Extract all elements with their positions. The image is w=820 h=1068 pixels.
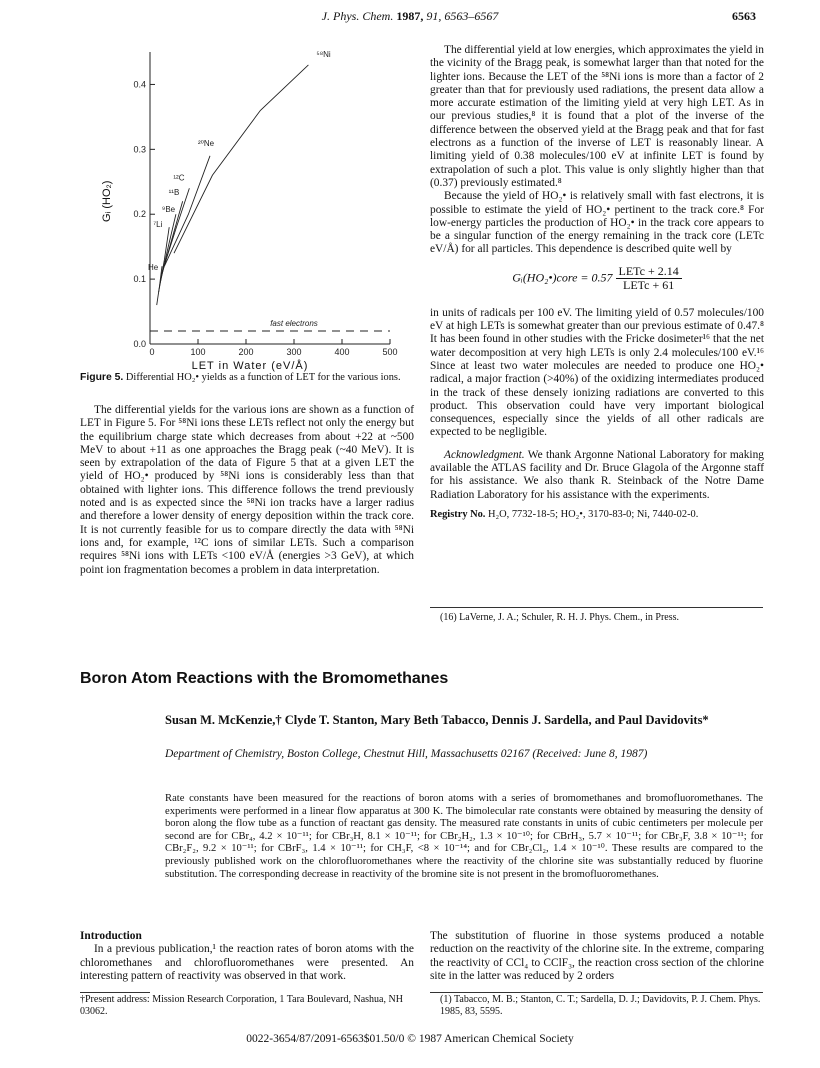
journal-volume: 91, [426, 9, 442, 23]
page-number: 6563 [732, 9, 756, 23]
caption-text: Differential HO₂• yields as a function of LET for the various ions. [125, 372, 401, 383]
acknowledgment-text: We thank Argonne National Laboratory for making available the ATLAS facility and Dr. Bruce Glagola of the Argonne staff for his assistance. We also thank R. Steinback of the Notre Dame Radiation Laboratory for his assistance with the experiments. [430, 448, 764, 501]
x-tick-label: 0 [149, 347, 155, 357]
article-authors: Susan M. McKenzie,† Clyde T. Stanton, Mary Beth Tabacco, Dennis J. Sardella, and Paul Davidovits* [165, 713, 709, 727]
y-tick-label: 0.4 [133, 79, 146, 90]
equation-lhs: Gᵢ(HO₂•)core = 0.57 [512, 270, 613, 285]
figure-5-chart [80, 44, 410, 374]
x-axis-label: LET in Water (eV/Å) [191, 360, 309, 372]
series-label: ¹¹B [168, 188, 180, 198]
figure-5 [80, 44, 410, 374]
chart-axes [101, 49, 398, 372]
y-tick-label: 0.0 [133, 339, 146, 349]
series-label: ⁹Be [161, 205, 176, 215]
acknowledgment-title: Acknowledgment. [444, 448, 525, 461]
footnote-right: (1) Tabacco, M. B.; Stanton, C. T.; Sardella, D. J.; Davidovits, P. J. Chem. Phys. 1985, 83, 5595. [440, 994, 761, 1017]
article-abstract: Rate constants have been measured for the reactions of boron atoms with a series of bromomethanes and bromofluoromethanes. The experiments were performed in a linear flow apparatus at 300 K. The bimolecular rate constants were obtained by measuring the density of boron along the flow tube as a function of reactant gas density. The measured rate constants in units of cubic centimeters per molecule per second are for CBr₄, 4.2 × 10⁻¹¹; for CBr₃H, 8.1 × 10⁻¹¹; for CBr₂H₂, 1.3 × 10⁻¹⁰; for CBrH₃, 5.7 × 10⁻¹¹; for CBr₃F, 3.8 × 10⁻¹¹; for CBr₂F₂, 9.2 × 10⁻¹¹; for CBrF₃, 1.4 × 10⁻¹¹; for CH₃F, <8 × 10⁻¹⁴; and for CBr₂Cl₂, 1.4 × 10⁻¹⁰. These results are compared to the previously published work on the chlorofluoromethanes where the reactivity of the chlorine site was substantially reduced by fluorine substitution. The corresponding decrease in reactivity of the bromine site is not present in the bromofluoromethanes. [165, 793, 763, 880]
journal-year: 1987, [396, 9, 424, 23]
intro-heading: Introduction [80, 930, 142, 942]
x-tick-label: 400 [334, 347, 350, 357]
equation-denominator: LETc + 61 [623, 278, 675, 293]
acknowledgment [430, 449, 764, 502]
equation [430, 265, 764, 301]
footnote-divider-left [80, 992, 150, 993]
series-label: ⁵⁸Ni [316, 49, 331, 59]
caption-label: Figure 5. [80, 372, 124, 383]
intro-right-column [430, 930, 764, 983]
x-tick-label: 300 [286, 347, 302, 357]
y-tick-label: 0.2 [133, 209, 146, 220]
intro-left-column [80, 930, 414, 983]
series-line [174, 65, 308, 253]
paragraph: in units of radicals per 100 eV. The limiting yield of 0.57 molecules/100 eV at high LETs is somewhat greater than our previous estimate of 0.47.⁸ It has been found in other studies with the Fricke dosimeter¹⁶ that the net water decomposition at very high LETs is only 2.4 molecules/100 eV.¹⁶ Since at least two water molecules are needed to produce one HO₂• radical, a major fraction (>40%) of the oxidizing intermediates produced in the track of these densely ionizing radiations are converted to this product. This observation could have very important biological consequences, especially since the yields of all other radicals are expected to be negligible. [430, 306, 764, 439]
chart-labels [148, 50, 331, 328]
registry-text: H₂O, 7732-18-5; HO₂•, 3170-83-0; Ni, 7440-02-0. [488, 508, 699, 520]
registry-label: Registry No. [430, 508, 486, 520]
chart-series [150, 65, 390, 331]
series-label: ²⁰Ne [198, 138, 215, 148]
registry-numbers [430, 508, 764, 521]
series-label: He [148, 263, 159, 273]
y-tick-label: 0.1 [133, 274, 146, 285]
paragraph: In a previous publication,¹ the reaction rates of boron atoms with the chloromethanes and chlorofluoromethanes were presented. An interesting pattern of reactivity was observed in that work. [80, 943, 414, 982]
paragraph: The differential yield at low energies, which approximates the yield in the vicinity of the Bragg peak, is somewhat larger than that noted for the lighter ions. Because the LET of the ⁵⁸Ni ions is more than a factor of 2 greater than that for previously used radiations, the present data allow a more accurate estimation of the limiting yield at very high LET. As in our previous studies,⁸ it is found that a plot of the inverse of the difference between the observed yield at the Bragg peak and that for fast electrons as a function of the inverse of LET is reasonably linear. A limiting yield of 0.38 molecules/100 eV at infinite LET is found by extrapolation of such a plot. This value is only slightly higher than that (0.37) previously estimated.⁸ [430, 44, 764, 189]
paragraph: The substitution of fluorine in those systems produced a notable reduction on the reactivity of the chlorine site. In the extreme, comparing the reactivity of CCl₄ to CClF₃, the reaction cross section of the chlorine site in the latter was reduced by 2 orders [430, 930, 764, 982]
footnote-divider-right [430, 992, 763, 993]
copyright-line: 0022-3654/87/2091-6563$01.50/0 © 1987 American Chemical Society [246, 1033, 574, 1045]
footnote-left: †Present address: Mission Research Corporation, 1 Tara Boulevard, Nashua, NH 03062. [80, 994, 403, 1017]
article-title: Boron Atom Reactions with the Bromomethanes [80, 670, 449, 687]
journal-citation [0, 9, 820, 24]
references-divider [430, 607, 763, 608]
right-column-text [430, 44, 764, 521]
journal-pages: 6563–6567 [444, 9, 499, 23]
series-label: ⁷Li [153, 220, 163, 230]
article-affiliation: Department of Chemistry, Boston College, Chestnut Hill, Massachusetts 02167 (Received: June 8, 1987) [165, 748, 648, 760]
reference-16: (16) LaVerne, J. A.; Schuler, R. H. J. Phys. Chem., in Press. [440, 612, 680, 623]
x-tick-label: 200 [238, 347, 254, 357]
x-tick-label: 500 [382, 347, 398, 357]
fast-electrons-label: fast electrons [270, 319, 318, 329]
left-column-text [80, 404, 414, 577]
y-axis-label: Gᵢ (HO₂) [101, 180, 113, 222]
paragraph: Because the yield of HO₂• is relatively small with fast electrons, it is possible to estimate the yield of HO₂• pertinent to the track core.⁸ For low-energy particles the production of HO₂• in the track core appears to be a singular function of the energy remaining in the track core (LETc eV/Å) for all particles. This dependence is described quite well by [430, 190, 764, 256]
paragraph: The differential yields for the various ions are shown as a function of LET in Figure 5. For ⁵⁸Ni ions these LETs reflect not only the energy but the equilibrium charge state which decreases from about +22 at ~500 MeV to about +11 as one approaches the Bragg peak (~40 MeV). It is seen by extrapolation of the data of Figure 5 that at a given LET the yield of HO₂• produced by ⁵⁸Ni ions is considerably less than that obtained with lighter ions. This difference follows the trend previously noted and is as expected since the ⁵⁸Ni ion tracks have a larger radius and therefore a lower density of energy deposition within the track core. It is not currently feasible for us to compare directly the data with ⁵⁸Ni ions and, for example, ¹²C ions of similar LETs. Such a comparison requires ⁵⁸Ni ions with LETs <100 eV/Å (energies >3 GeV), at which point ion fragmentation becomes a problem in data interpretation. [80, 404, 414, 576]
running-head [0, 5, 820, 25]
equation-fraction [616, 265, 682, 293]
journal-name: J. Phys. Chem. [321, 9, 394, 23]
figure-caption [80, 372, 412, 385]
equation-numerator: LETc + 2.14 [616, 265, 682, 279]
x-tick-label: 100 [190, 347, 206, 357]
series-label: ¹²C [173, 173, 185, 183]
y-tick-label: 0.3 [133, 144, 146, 155]
